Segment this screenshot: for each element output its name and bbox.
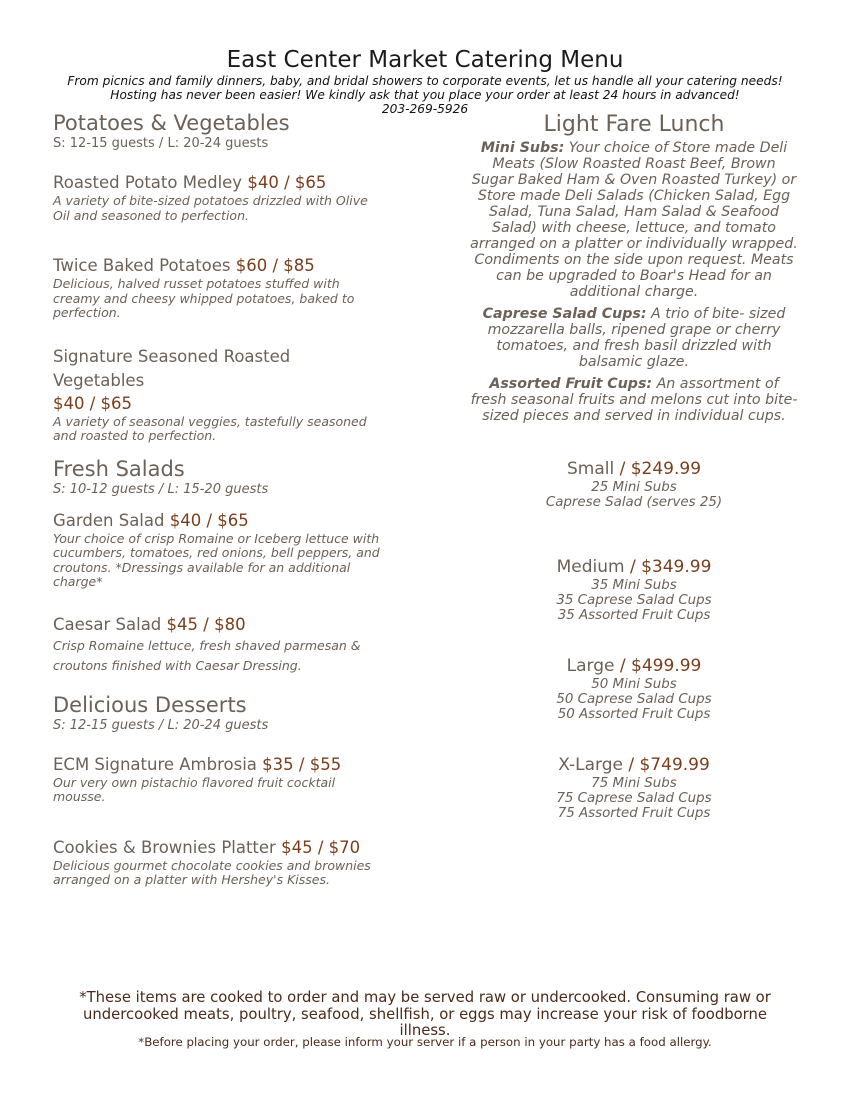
item-description: Delicious gourmet chocolate cookies and brownies arranged on a platter with Hershey's Kisses. xyxy=(53,857,371,887)
item-description: A variety of seasonal veggies, tastefully seasoned and roasted to perfection. xyxy=(53,413,367,443)
menu-item xyxy=(53,837,388,888)
salads-section-title: Fresh Salads xyxy=(53,456,185,481)
menu-item xyxy=(53,172,388,223)
package-price: / $349.99 xyxy=(629,557,712,577)
package-large xyxy=(470,655,798,722)
item-price: $60 / $85 xyxy=(235,256,315,275)
menu-item xyxy=(53,510,388,590)
potatoes-section-title: Potatoes & Vegetables xyxy=(53,111,290,135)
left-column xyxy=(53,110,388,888)
item-description: Delicious, halved russet potatoes stuffed with creamy and cheesy whipped potatoes, baked to perfection. xyxy=(53,276,355,320)
package-line: 75 Assorted Fruit Cups xyxy=(557,806,711,821)
item-description: A variety of bite-sized potatoes drizzled with Olive Oil and seasoned to perfection. xyxy=(53,193,368,223)
phone-number: 203-269-5926 xyxy=(381,102,469,116)
package-medium xyxy=(470,556,798,623)
intro-line-1: From picnics and family dinners, baby, and bridal showers to corporate events, let us handle all your catering needs! xyxy=(67,74,783,88)
item-price: $45 / $70 xyxy=(281,837,361,857)
package-line: Caprese Salad (serves 25) xyxy=(545,495,723,510)
desserts-sizes: S: 12-15 guests / L: 20-24 guests xyxy=(53,717,269,733)
page-title: East Center Market Catering Menu xyxy=(226,47,624,73)
package-line: 50 Mini Subs xyxy=(591,677,677,692)
package-price: / $749.99 xyxy=(628,755,710,775)
package-name: Medium xyxy=(556,557,625,577)
salads-sizes: S: 10-12 guests / L: 15-20 guests xyxy=(53,481,269,497)
package-line: 75 Mini Subs xyxy=(591,776,677,791)
mini-subs-label: Mini Subs: xyxy=(480,140,565,156)
item-name: Cookies & Brownies Platter xyxy=(53,837,276,857)
menu-item xyxy=(53,754,388,805)
caprese-label: Caprese Salad Cups: xyxy=(482,306,647,322)
package-small xyxy=(470,458,798,510)
package-xlarge xyxy=(470,754,798,821)
item-name: Garden Salad xyxy=(53,510,165,530)
item-name: ECM Signature Ambrosia xyxy=(53,754,257,774)
mini-subs-description: Mini Subs: Your choice of Store made Deli Meats (Slow Roasted Roast Beef, Brown Sugar Baked Ham & Oven Roasted Turkey) or Store made Deli Salads (Chicken Salad, Egg Salad, Tuna Salad, Ham Salad & Seafood Salad) with cheese, lettuce, and tomato arranged on a platter or individually wrapped. Condiments on the side upon request. Meats can be upgraded to Boar's Head for an additional charge. xyxy=(470,140,798,300)
food-safety-disclaimer: *These items are cooked to order and may be served raw or undercooked. Consuming raw or undercooked meats, poultry, seafood, shellfish, or eggs may increase your risk of foodborne illness. xyxy=(79,989,771,1039)
package-line: 35 Mini Subs xyxy=(591,578,677,593)
package-line: 50 Assorted Fruit Cups xyxy=(557,707,711,722)
caprese-description: Caprese Salad Cups: A trio of bite- sized mozzarella balls, ripened grape or cherry tomatoes, and fresh basil drizzled with balsamic glaze. xyxy=(482,306,786,370)
item-price: $40 / $65 xyxy=(247,173,327,192)
package-line: 35 Assorted Fruit Cups xyxy=(557,608,711,623)
package-price: / $499.99 xyxy=(619,656,702,676)
package-line: 25 Mini Subs xyxy=(591,480,677,495)
light-fare-title: Light Fare Lunch xyxy=(543,112,725,137)
menu-item xyxy=(53,614,388,676)
item-name: Twice Baked Potatoes xyxy=(53,256,231,275)
potatoes-sizes: S: 12-15 guests / L: 20-24 guests xyxy=(53,136,269,151)
package-price: / $249.99 xyxy=(619,459,702,479)
fruit-cups-label: Assorted Fruit Cups: xyxy=(489,376,653,392)
package-line: 35 Caprese Salad Cups xyxy=(556,593,712,608)
item-price: $40 / $65 xyxy=(53,393,133,413)
package-name: Large xyxy=(566,656,615,676)
item-price: $40 / $65 xyxy=(169,510,249,530)
item-name: Caesar Salad xyxy=(53,614,162,634)
allergy-notice: *Before placing your order, please inform your server if a person in your party has a food allergy. xyxy=(138,1035,712,1049)
package-name: Small xyxy=(566,459,615,479)
item-price: $35 / $55 xyxy=(262,754,342,774)
item-name: Signature Seasoned Roasted Vegetables xyxy=(53,346,291,390)
desserts-section-title: Delicious Desserts xyxy=(53,692,247,717)
package-line: 75 Caprese Salad Cups xyxy=(556,791,712,806)
item-price: $45 / $80 xyxy=(166,614,246,634)
package-name: X-Large xyxy=(558,755,623,775)
menu-item xyxy=(53,345,388,444)
intro-line-2: Hosting has never been easier! We kindly ask that you place your order at least 24 hours in advanced! xyxy=(110,88,740,102)
menu-header xyxy=(0,46,850,116)
menu-item xyxy=(53,255,388,321)
item-description: Crisp Romaine lettuce, fresh shaved parmesan & croutons finished with Caesar Dressing. xyxy=(53,637,361,673)
item-name: Roasted Potato Medley xyxy=(53,173,243,192)
right-column xyxy=(470,110,798,821)
item-description: Your choice of crisp Romaine or Iceberg lettuce with cucumbers, tomatoes, red onions, bell peppers, and croutons. *Dressings available for an additional charge* xyxy=(53,530,380,589)
package-line: 50 Caprese Salad Cups xyxy=(556,692,712,707)
item-description: Our very own pistachio flavored fruit cocktail mousse. xyxy=(53,774,336,804)
fruit-cups-description: Assorted Fruit Cups: An assortment of fresh seasonal fruits and melons cut into bite- sized pieces and served in individual cups. xyxy=(470,376,798,424)
